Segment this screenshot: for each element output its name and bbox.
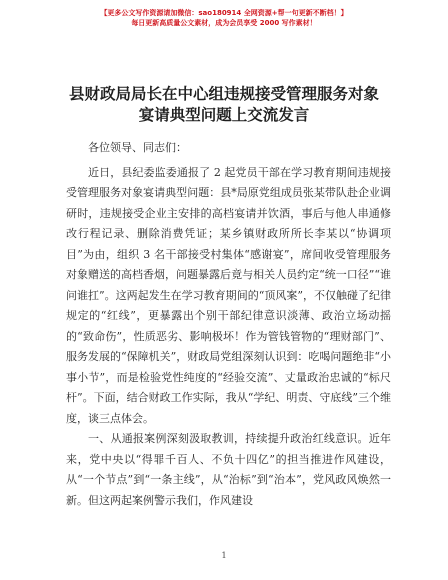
paragraph-section-one: 一、从通报案例深刻汲取教训，持续提升政治红线意识。近年来，党中央以“得罪千百人、不负十四亿”的担当推进作风建设，从“一个节点”到“一条主线”，从“治标”到“治本”，党风政风焕然一新。但这两起案例警示我们，作风建设 [66, 432, 391, 507]
document-title-line-2: 宴请典型问题上交流发言 [138, 106, 310, 124]
document-title [40, 84, 408, 126]
page-number: 1 [221, 551, 227, 560]
document-body [66, 138, 391, 511]
promo-banner-line-1: 【更多公文写作资源请加微信：sao180914 全网资源+帮一句更新不断档！】 [100, 9, 348, 17]
promo-banner-line-2: 每日更新高质量公文素材，成为会员享受 2000 写作素材！ [131, 19, 317, 27]
promo-banner [0, 8, 448, 28]
document-title-line-1: 县财政局局长在中心组违规接受管理服务对象 [68, 85, 379, 103]
paragraph-intro: 近日，县纪委监委通报了 2 起党员干部在学习教育期间违规接受管理服务对象宴请典型问题：县*局原党组成员张某带队赴企业调研时，违规接受企业主安排的高档宴请并饮酒，事后与他人串通修改行程记录、删除消费凭证；某乡镇财政所所长李某以“协调项目”为由，组织 3 名干部接受村集体“感谢宴”，席间收受管理服务对象赠送的高档香烟，问题暴露后竟与相关人员约定“统一口径”“谁问谁扛”。这两起发生在学习教育期间的“顶风案”，不仅触碰了纪律规定的“红线”，更暴露出个别干部纪律意识淡薄、政治立场动摇的“致命伤”，性质恶劣、影响极坏！作为管钱管物的“理财部门”、服务发展的“保障机关”，财政局党组深刻认识到：吃喝问题绝非“小事小节”，而是检验党性纯度的“经验交流”、丈量政治忠诚的“标尺杆”。下面，结合财政工作实际，我从“学纪、明责、守底线”三个维度，谈三点体会。 [66, 165, 391, 425]
salutation: 各位领导、同志们： [88, 141, 187, 154]
